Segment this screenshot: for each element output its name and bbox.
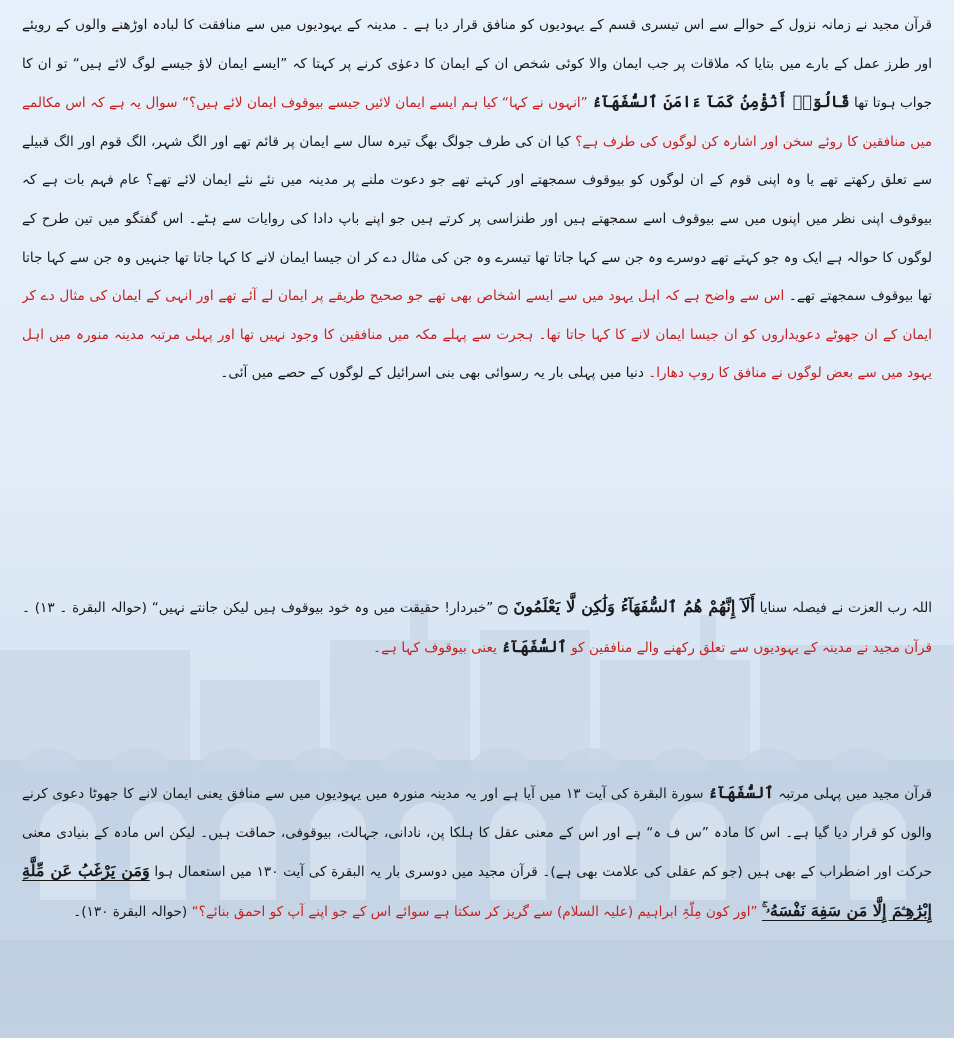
paragraph-3-red-1: ”اور کون مِلّۃِ ابراہیم (علیہ السلام) سے گریز کر سکتا ہے سوائے اس کے جو اپنے آپ کو احمق بنائے؟“ bbox=[191, 903, 758, 920]
paragraph-2-text-1: اللہ رب العزت نے فیصلہ سنایا bbox=[759, 600, 932, 616]
quran-verse-1: قَالُوٓا۟ أَنُؤْمِنُ كَمَآ ءَامَنَ ٱلسُّفَهَآءُ bbox=[592, 92, 850, 112]
paragraph-1-text-1: قرآن مجید نے زمانہ نزول کے حوالے سے اس تیسری قسم کے یہودیوں کو منافق قرار دیا ہے ۔ مدینہ کے یہودیوں میں سے منافقت کا لبادہ اوڑھنے والوں کے رویئے اور طرز عمل کے بارے میں بتایا کہ ملاقات پر جب ایمان والا کوئی شخص ان کے ایمان کا دعوٰی کرنے پر کہتا کہ ”ایسے ایمان لاؤ جیسے لوگ لائے ہیں“ تو ان کا جواب ہوتا تھا bbox=[22, 17, 932, 112]
quran-verse-2: أَلَآ إِنَّهُمْ هُمُ ٱلسُّفَهَآءُ وَلَٰكِن لَّا يَعْلَمُونَ ۝ bbox=[498, 597, 755, 616]
paragraph-3-text-2: سورة البقرة کی آیت ۱۳ میں آیا ہے اور یہ مدینہ منورہ میں یہودیوں میں سے منافق یعنی ایمان لانے کا جھوٹا دعوی کرنے والوں کو قرار دیا گیا ہے۔ اس کا مادہ ”س ف ہ“ ہے اور اس کے معنی عقل کا ہلکا پن، نادانی، جہالت، بیوقوفی، حماقت ہیں۔ لیکن اس مادہ کے بنیادی معنی حرکت اور اضطراب کے بھی ہیں (جو کم عقلی کی علامت بھی ہے)۔ قرآن مجید میں دوسری بار یہ البقرة کی آیت ۱۳۰ میں استعمال ہوا bbox=[22, 786, 932, 881]
quran-verse-3: وَمَن يَرْغَبُ عَن مِّلَّةِ إِبْرَٰهِـۧمَ إِلَّا مَن سَفِهَ نَفْسَهُۥ ۚ bbox=[22, 861, 932, 920]
paragraph-3-reference: (حوالہ البقرة ۱۳۰)۔ bbox=[73, 903, 188, 920]
paragraph-3-text-1: قرآن مجید میں پہلی مرتبہ bbox=[778, 786, 932, 802]
paragraph-2 bbox=[22, 588, 932, 704]
paragraph-1-red-3: اس سے واضح ہے کہ اہل یہود میں سے ایسے اشخاص بھی تھے جو صحیح طریقے پر ایمان لے آئے تھے اور انہی کے ایمان کی مثال دے کر ایمان کے ان جھوٹے دعویداروں کو ان جیسا ایمان لانے کا کہا جاتا تھا۔ ہجرت سے پہلے مکہ میں منافقین کا وجود نہیں تھا اور پہلی مرتبہ مدینہ منورہ میں اہل یہود میں سے بعض لوگوں نے منافق کا روپ دھارا۔ bbox=[22, 288, 932, 382]
paragraph-1-red-1: ”انہوں نے کہا“ کیا ہم ایسے ایمان لائیں جیسے بیوقوف ایمان لائے ہیں؟“ bbox=[181, 95, 588, 112]
paragraph-1-text-3: دنیا میں پہلی بار یہ رسوائی بھی بنی اسرائیل کے لوگوں کے حصے میں آئی۔ bbox=[220, 365, 644, 382]
paragraph-2-text-2: ”خبردار! حقیقت میں وہ خود بیوقوف ہیں لیکن جانتے نہیں“ (حوالہ البقرة ۔ ۱۳) ۔ bbox=[22, 600, 494, 616]
paragraph-2-red-1: قرآن مجید نے مدینہ کے یہودیوں سے تعلق رکھنے والے منافقین کو bbox=[571, 639, 932, 656]
paragraph-1-red-2: سوال یہ ہے کہ اس مکالمے میں منافقین کا روئے سخن اور اشارہ کن لوگوں کی طرف ہے؟ bbox=[22, 95, 932, 150]
paragraph-2-red-2: یعنی بیوقوف کہا ہے۔ bbox=[373, 639, 497, 656]
paragraph-1 bbox=[22, 6, 932, 526]
quran-word-sufaha-2: ٱلسُّفَهَآءُ bbox=[708, 783, 774, 802]
quran-word-sufaha: ٱلسُّفَهَآءُ bbox=[501, 636, 567, 656]
paragraph-1-text-2: کیا ان کی طرف جولگ بھگ تیرہ سال سے ایمان پر قائم تھے اور الگ شہر، الگ قوم اور الگ قبیلے سے تعلق رکھتے تھے یا وہ اپنی قوم کے ان لوگوں کو بیوقوف سمجھتے اور کہتے تھے جو دعوت ملنے پر مدینہ میں نئے نئے ایمان لائے تھے؟ عام فہم بات ہے کہ بیوقوف اپنی نظر میں اپنوں میں سے بیوقوف اسے سمجھتے ہیں اور طنزاسی پر کرتے ہیں جو اپنے باپ دادا کی روایات سے ہٹے۔ اس گفتگو میں تین طرح کے لوگوں کا حوالہ ہے ایک وہ جو کہتے تھے دوسرے وہ جن سے کہا جاتا تھا تیسرے وہ جن کی مثال دے کر ان جیسا ایمان لانے کا کہا جاتا تھا جنہیں وہ جن سے کہا جاتا تھا بیوقوف سمجھتے تھے۔ bbox=[22, 133, 932, 305]
paragraph-3 bbox=[22, 774, 932, 1006]
